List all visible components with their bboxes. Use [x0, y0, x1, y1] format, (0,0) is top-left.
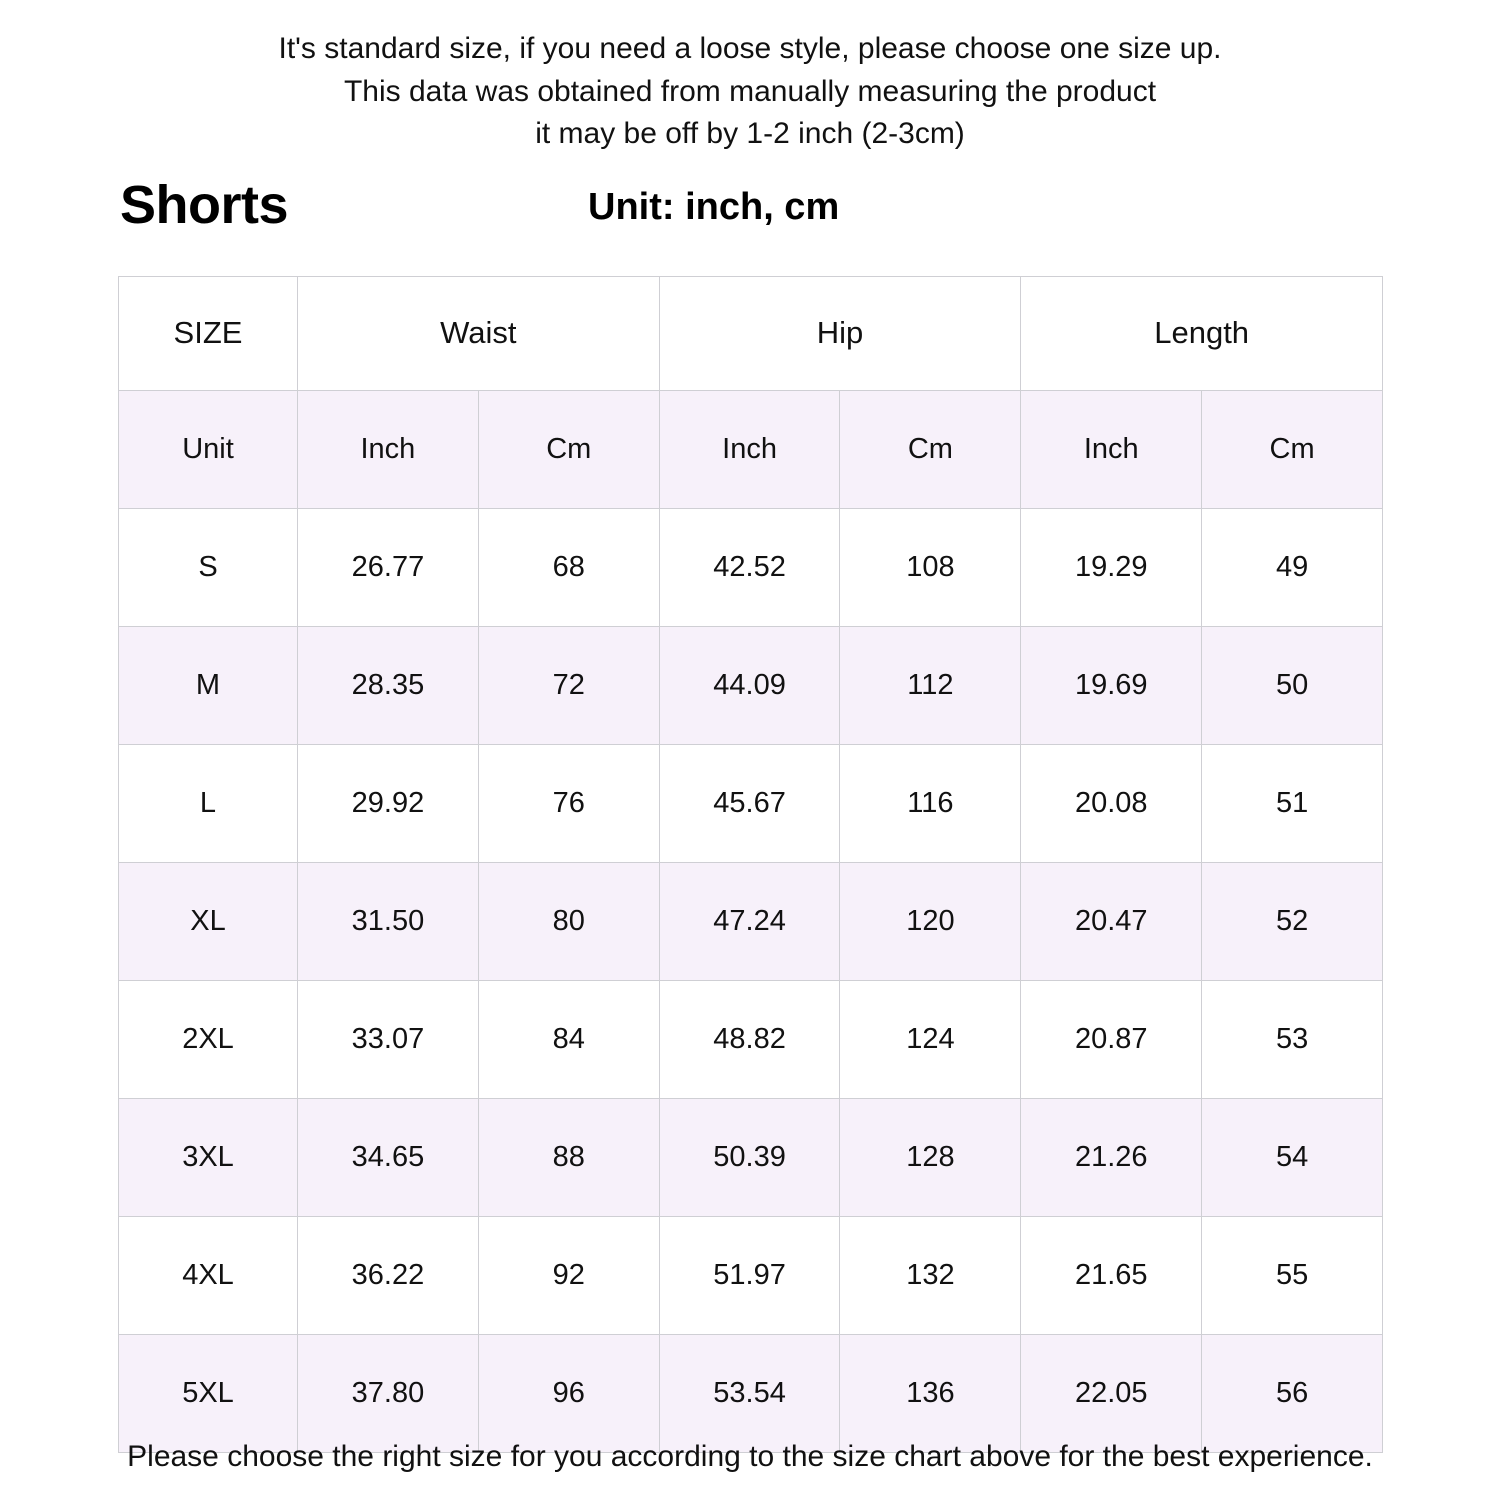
- cell-length-inch: 19.69: [1021, 626, 1202, 744]
- header-length: Length: [1021, 276, 1383, 390]
- cell-size: 5XL: [119, 1334, 298, 1452]
- cell-hip-inch: 42.52: [659, 508, 840, 626]
- cell-hip-inch: 48.82: [659, 980, 840, 1098]
- cell-waist-cm: 68: [478, 508, 659, 626]
- cell-hip-inch: 50.39: [659, 1098, 840, 1216]
- cell-hip-cm: 132: [840, 1216, 1021, 1334]
- cell-hip-cm: 120: [840, 862, 1021, 980]
- cell-waist-inch: 26.77: [298, 508, 479, 626]
- cell-length-inch: 20.87: [1021, 980, 1202, 1098]
- cell-length-cm: 55: [1202, 1216, 1383, 1334]
- intro-text: [0, 0, 1500, 156]
- unit-cell-3: Inch: [659, 390, 840, 508]
- title-row: [0, 174, 1500, 260]
- intro-line-1: It's standard size, if you need a loose style, please choose one size up.: [278, 32, 1222, 65]
- cell-hip-cm: 108: [840, 508, 1021, 626]
- cell-length-inch: 22.05: [1021, 1334, 1202, 1452]
- table-header-row: [119, 276, 1383, 390]
- cell-size: 3XL: [119, 1098, 298, 1216]
- table-row: [119, 1334, 1383, 1452]
- table-row: [119, 508, 1383, 626]
- cell-size: L: [119, 744, 298, 862]
- cell-hip-cm: 128: [840, 1098, 1021, 1216]
- cell-hip-cm: 112: [840, 626, 1021, 744]
- cell-length-cm: 51: [1202, 744, 1383, 862]
- page-title: Shorts: [120, 174, 289, 235]
- table-row: [119, 626, 1383, 744]
- cell-hip-cm: 124: [840, 980, 1021, 1098]
- unit-cell-1: Inch: [298, 390, 479, 508]
- cell-length-cm: 53: [1202, 980, 1383, 1098]
- table-row: [119, 980, 1383, 1098]
- cell-hip-inch: 45.67: [659, 744, 840, 862]
- unit-cell-6: Cm: [1202, 390, 1383, 508]
- intro-line-3: it may be off by 1-2 inch (2-3cm): [535, 117, 965, 151]
- unit-cell-2: Cm: [478, 390, 659, 508]
- size-chart-table: [118, 276, 1383, 1453]
- cell-waist-inch: 37.80: [298, 1334, 479, 1452]
- cell-size: S: [119, 508, 298, 626]
- table-row: [119, 1216, 1383, 1334]
- unit-cell-4: Cm: [840, 390, 1021, 508]
- cell-hip-inch: 47.24: [659, 862, 840, 980]
- cell-waist-cm: 88: [478, 1098, 659, 1216]
- cell-waist-cm: 92: [478, 1216, 659, 1334]
- cell-length-cm: 52: [1202, 862, 1383, 980]
- table-row: [119, 744, 1383, 862]
- cell-waist-inch: 31.50: [298, 862, 479, 980]
- cell-size: M: [119, 626, 298, 744]
- cell-length-cm: 56: [1202, 1334, 1383, 1452]
- cell-waist-inch: 33.07: [298, 980, 479, 1098]
- cell-length-cm: 54: [1202, 1098, 1383, 1216]
- cell-hip-cm: 136: [840, 1334, 1021, 1452]
- cell-length-inch: 20.08: [1021, 744, 1202, 862]
- table-row: [119, 1098, 1383, 1216]
- cell-hip-cm: 116: [840, 744, 1021, 862]
- cell-hip-inch: 51.97: [659, 1216, 840, 1334]
- footer-note: Please choose the right size for you according to the size chart above for the best experience.: [127, 1440, 1373, 1473]
- cell-length-inch: 20.47: [1021, 862, 1202, 980]
- header-size: SIZE: [119, 276, 298, 390]
- unit-label: Unit: inch, cm: [588, 185, 840, 228]
- intro-line-2: This data was obtained from manually measuring the product: [343, 74, 1157, 108]
- cell-length-inch: 21.65: [1021, 1216, 1202, 1334]
- cell-waist-inch: 28.35: [298, 626, 479, 744]
- cell-waist-cm: 84: [478, 980, 659, 1098]
- cell-length-cm: 49: [1202, 508, 1383, 626]
- cell-waist-cm: 80: [478, 862, 659, 980]
- cell-waist-cm: 76: [478, 744, 659, 862]
- table-unit-row: [119, 390, 1383, 508]
- header-waist: Waist: [298, 276, 660, 390]
- cell-length-cm: 50: [1202, 626, 1383, 744]
- cell-size: XL: [119, 862, 298, 980]
- header-hip: Hip: [659, 276, 1021, 390]
- cell-size: 2XL: [119, 980, 298, 1098]
- cell-waist-inch: 36.22: [298, 1216, 479, 1334]
- cell-waist-cm: 96: [478, 1334, 659, 1452]
- cell-length-inch: 21.26: [1021, 1098, 1202, 1216]
- cell-waist-inch: 34.65: [298, 1098, 479, 1216]
- cell-waist-cm: 72: [478, 626, 659, 744]
- cell-size: 4XL: [119, 1216, 298, 1334]
- cell-hip-inch: 53.54: [659, 1334, 840, 1452]
- unit-cell-5: Inch: [1021, 390, 1202, 508]
- cell-waist-inch: 29.92: [298, 744, 479, 862]
- cell-length-inch: 19.29: [1021, 508, 1202, 626]
- unit-cell-0: Unit: [119, 390, 298, 508]
- cell-hip-inch: 44.09: [659, 626, 840, 744]
- table-row: [119, 862, 1383, 980]
